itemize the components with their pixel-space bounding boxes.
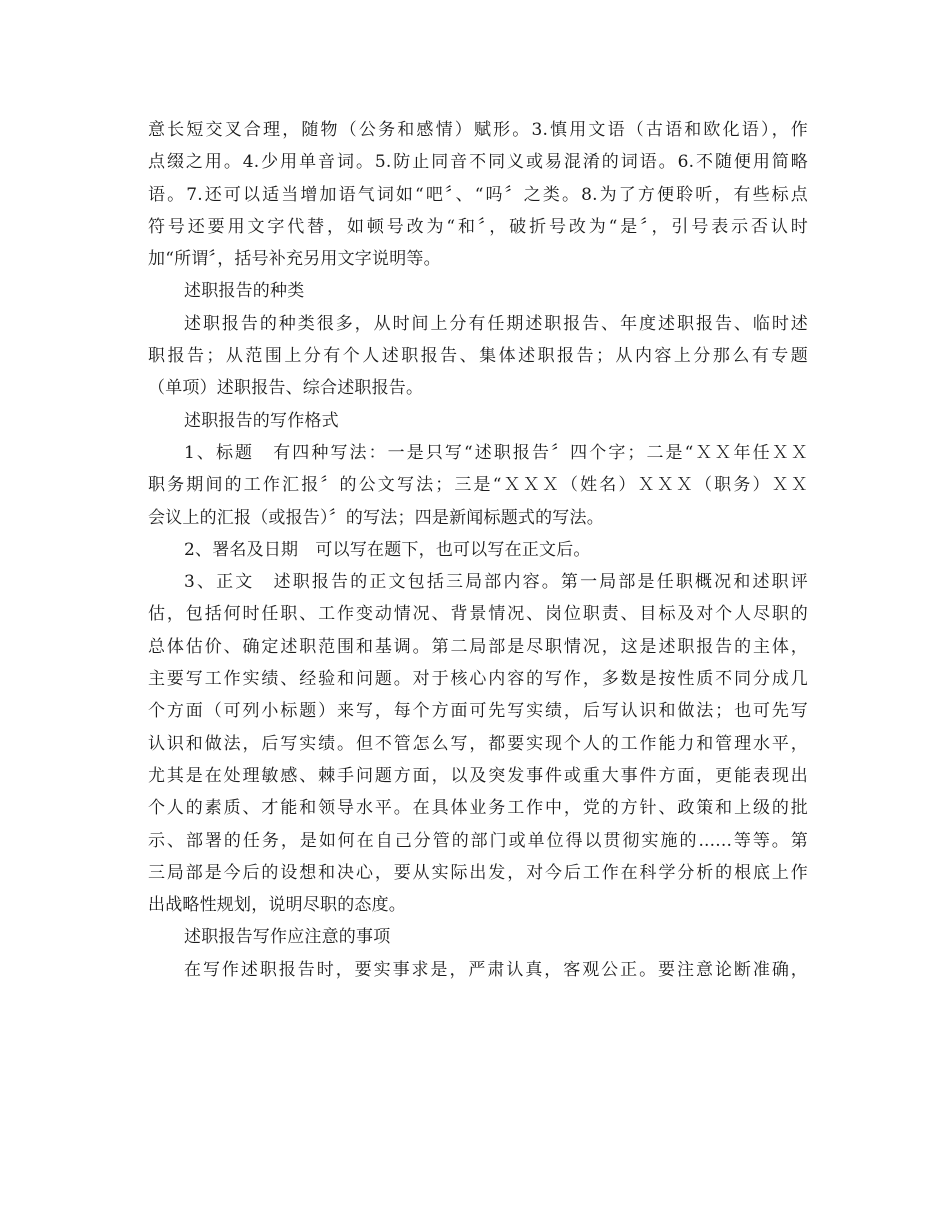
text-line: 出战略性规划，说明尽职的态度。: [148, 895, 406, 916]
text-line: 述职报告的种类很多，从时间上分有任期述职报告、年度述职报告、临时述: [184, 313, 808, 334]
text-line: 符号还要用文字代替，如顿号改为“和〞，破折号改为“是〞，引号表示否认时: [148, 216, 808, 237]
text-line: （单项）述职报告、综合述职报告。: [148, 378, 424, 399]
text-line: 职务期间的工作汇报〞的公文写法；三是“ＸＸＸ（姓名）ＸＸＸ（职务）ＸＸ: [148, 475, 808, 496]
text-line: 估，包括何时任职、工作变动情况、背景情况、岗位职责、目标及对个人尽职的: [148, 604, 808, 625]
document-body: [148, 114, 808, 986]
text-line: 3、正文 述职报告的正文包括三局部内容。第一局部是任职概况和述职评: [184, 572, 808, 593]
text-line: 加“所谓〞，括号补充另用文字说明等。: [148, 249, 441, 270]
text-line: 1、标题 有四种写法：一是只写“述职报告〞四个字；二是“ＸＸ年任ＸＸ: [184, 442, 808, 463]
text-line: 示、部署的任务，是如何在自己分管的部门或单位得以贯彻实施的......等等。第: [148, 830, 808, 851]
text-line: 尤其是在处理敏感、棘手问题方面，以及突发事件或重大事件方面，更能表现出: [148, 765, 808, 786]
text-line: 三局部是今后的设想和决心，要从实际出发，对今后工作在科学分析的根底上作: [148, 862, 808, 883]
text-line: 述职报告写作应注意的事项: [184, 927, 391, 948]
text-line: 述职报告的种类: [184, 281, 305, 302]
text-line: 在写作述职报告时，要实事求是，严肃认真，客观公正。要注意论断准确，: [184, 959, 808, 980]
text-line: 个方面（可列小标题）来写，每个方面可先写实绩，后写认识和做法；也可先写: [148, 701, 808, 722]
text-line: 主要写工作实绩、经验和问题。对于核心内容的写作，多数是按性质不同分成几: [148, 669, 808, 690]
text-line: 述职报告的写作格式: [184, 410, 339, 431]
text-line: 总体估价、确定述职范围和基调。第二局部是尽职情况，这是述职报告的主体，: [148, 636, 808, 657]
text-line: 职报告；从范围上分有个人述职报告、集体述职报告；从内容上分那么有专题: [148, 346, 808, 367]
text-line: 认识和做法，后写实绩。但不管怎么写，都要实现个人的工作能力和管理水平，: [148, 733, 808, 754]
text-line: 点缀之用。4.少用单音词。5.防止同音不同义或易混淆的词语。6.不随便用简略: [148, 152, 808, 173]
text-line: 会议上的汇报（或报告）〞的写法；四是新闻标题式的写法。: [148, 507, 604, 528]
text-line: 2、署名及日期 可以写在题下，也可以写在正文后。: [184, 539, 591, 560]
text-line: 个人的素质、才能和领导水平。在具体业务工作中，党的方针、政策和上级的批: [148, 798, 808, 819]
text-line: 意长短交叉合理，随物（公务和感情）赋形。3.慎用文语（古语和欧化语），作: [148, 120, 808, 140]
text-line: 语。7.还可以适当增加语气词如“吧〞、“吗〞之类。8.为了方便聆听，有些标点: [148, 184, 808, 205]
